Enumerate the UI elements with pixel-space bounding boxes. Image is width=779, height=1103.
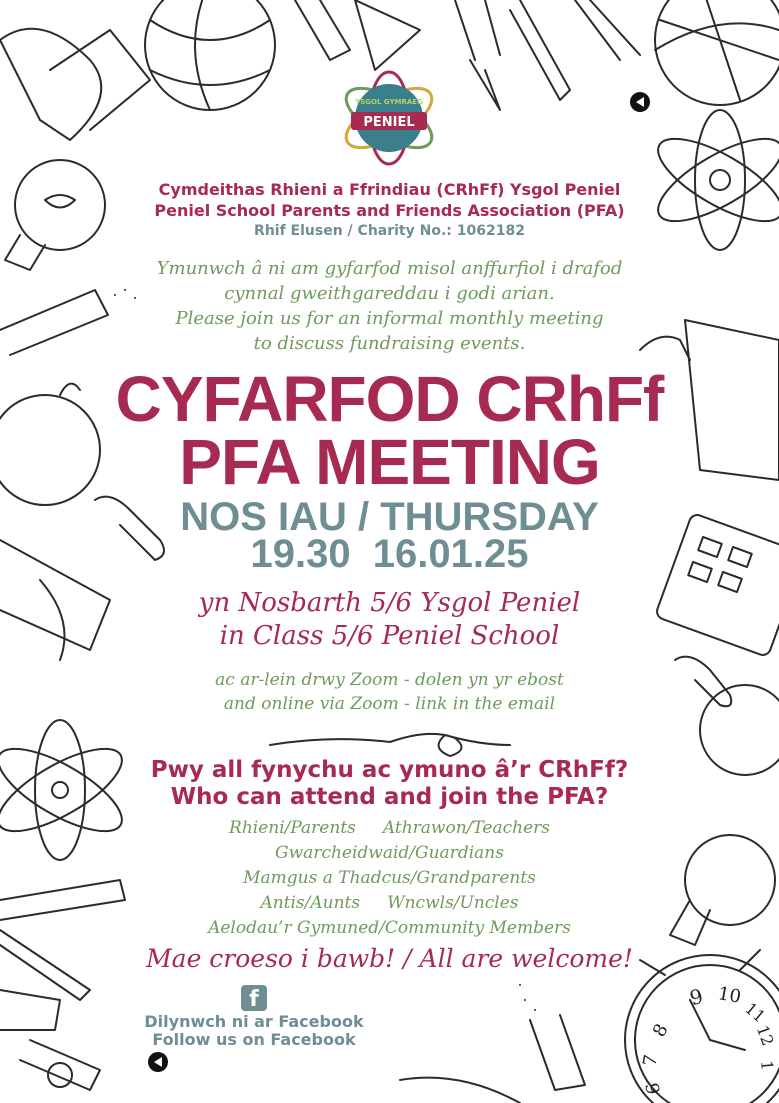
clock-number: 1 xyxy=(757,1059,778,1072)
meeting-day: NOS IAU / THURSDAY xyxy=(180,495,599,539)
clock-number: 10 xyxy=(716,983,743,1008)
play-arrow-icon[interactable] xyxy=(630,92,650,112)
attendee-list-line: Gwarcheidwaid/Guardians xyxy=(275,843,504,863)
intro-line: Ymunwch â ni am gyfarfod misol anffurfiol i drafod xyxy=(156,258,623,279)
who-question-english: Who can attend and join the PFA? xyxy=(170,784,609,810)
facebook-follow-welsh[interactable]: Dilynwch ni ar Facebook xyxy=(144,1012,364,1031)
charity-number: Rhif Elusen / Charity No.: 1062182 xyxy=(254,223,525,239)
intro-line: Please join us for an informal monthly meeting xyxy=(175,308,604,329)
intro-line: cynnal gweithgareddau i godi arian. xyxy=(224,283,555,304)
org-name-welsh: Cymdeithas Rhieni a Ffrindiau (CRhFf) Ysgol Peniel xyxy=(158,180,621,199)
school-logo xyxy=(337,70,441,166)
intro-line: to discuss fundraising events. xyxy=(253,333,526,354)
attendee-list-line: Antis/Aunts Wncwls/Uncles xyxy=(260,893,519,913)
headline-welsh: CYFARFOD CRhFf xyxy=(115,363,664,435)
clock-number: 11 xyxy=(741,998,770,1027)
clock-number: 7 xyxy=(639,1053,663,1068)
who-question-welsh: Pwy all fynychu ac ymuno â’r CRhFf? xyxy=(150,757,629,783)
facebook-follow-english[interactable]: Follow us on Facebook xyxy=(152,1030,356,1049)
logo-text-main: PENIEL xyxy=(363,115,415,130)
attendee-list-line: Aelodau’r Gymuned/Community Members xyxy=(208,918,571,938)
online-welsh: ac ar-lein drwy Zoom - dolen yn yr ebost xyxy=(215,670,564,690)
clock-number: 8 xyxy=(648,1020,673,1041)
org-name-english: Peniel School Parents and Friends Association (PFA) xyxy=(154,201,625,220)
welcome-message: Mae croeso i bawb! / All are welcome! xyxy=(146,944,633,973)
facebook-icon[interactable]: f xyxy=(241,985,267,1011)
location-english: in Class 5/6 Peniel School xyxy=(219,621,560,651)
clock-number: 12 xyxy=(752,1022,778,1049)
clock-number: 9 xyxy=(687,983,706,1011)
clock-number: 6 xyxy=(642,1081,666,1096)
attendee-list-line: Mamgus a Thadcus/Grandparents xyxy=(243,868,536,888)
headline-english: PFA MEETING xyxy=(179,426,600,498)
logo-text-top: YSGOL GYMRAEG xyxy=(355,98,423,106)
meeting-time-date: 19.30 16.01.25 xyxy=(250,532,529,576)
online-english: and online via Zoom - link in the email xyxy=(223,694,556,714)
play-arrow-icon[interactable] xyxy=(148,1052,168,1072)
location-welsh: yn Nosbarth 5/6 Ysgol Peniel xyxy=(198,588,581,618)
attendee-list-line: Rhieni/Parents Athrawon/Teachers xyxy=(229,818,550,838)
